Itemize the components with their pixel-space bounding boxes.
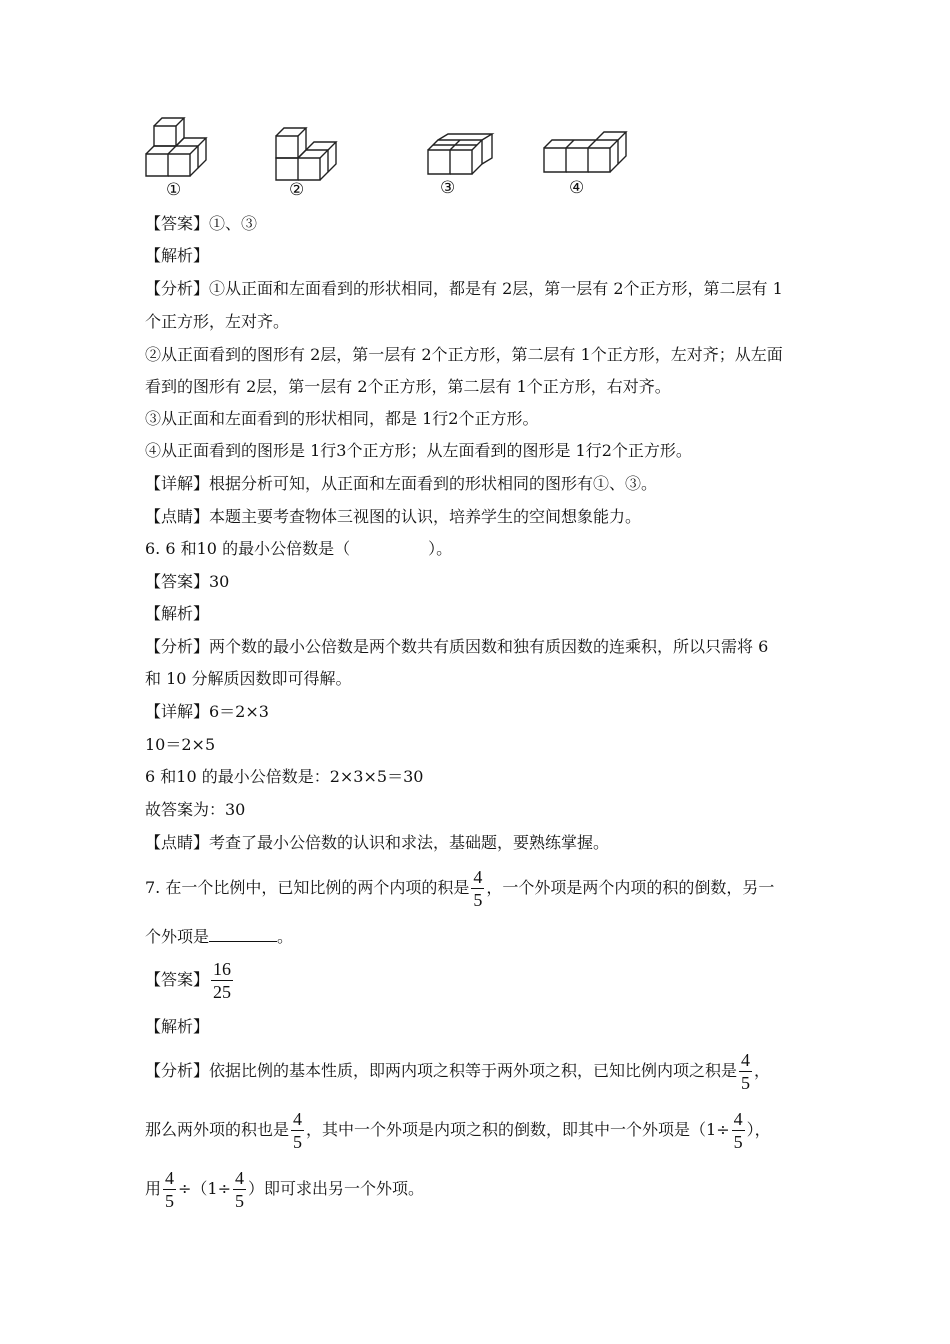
q7-answer-fraction bbox=[211, 958, 233, 1003]
q7-answer-label: 【答案】 bbox=[145, 970, 210, 989]
q7-fraction bbox=[471, 866, 484, 911]
q7-analysis-3c: ）即可求出另一个外项。 bbox=[248, 1179, 425, 1198]
fraction-numerator: 4 bbox=[293, 1109, 303, 1129]
q6-analysis-b: 和 10 分解质因数即可得解。 bbox=[145, 669, 352, 688]
q7-analysis-fraction-3 bbox=[732, 1108, 745, 1153]
q7-question-a: 7. 在一个比例中，已知比例的两个内项的积是 bbox=[145, 878, 470, 897]
q6-comment: 【点睛】考查了最小公倍数的认识和求法，基础题，要熟练掌握。 bbox=[145, 833, 610, 852]
q6-question-post: ）。 bbox=[428, 539, 453, 558]
fraction-numerator: 4 bbox=[741, 1050, 751, 1070]
cube-figure-1 bbox=[140, 112, 220, 178]
fraction-denominator: 5 bbox=[733, 1132, 743, 1152]
q7-analysis-fraction-4 bbox=[163, 1167, 176, 1212]
fraction-denominator: 5 bbox=[235, 1191, 245, 1211]
q7-analysis-2c: ）， bbox=[746, 1120, 771, 1139]
q5-analysis-2b: 看到的图形有 2层，第一层有 2个正方形，第二层有 1个正方形，右对齐。 bbox=[145, 377, 671, 396]
fraction-numerator: 4 bbox=[165, 1168, 175, 1188]
q5-analysis-4: ④从正面看到的图形是 1行3个正方形；从左面看到的图形是 1行2个正方形。 bbox=[145, 441, 692, 460]
fraction-numerator: 16 bbox=[213, 959, 232, 979]
q7-question-line1 bbox=[145, 866, 774, 911]
answer-blank bbox=[209, 925, 277, 942]
q7-analysis-line2 bbox=[145, 1108, 771, 1153]
q7-analysis-line1 bbox=[145, 1049, 770, 1094]
q7-analysis-3a: 用 bbox=[145, 1179, 162, 1198]
fraction-denominator: 5 bbox=[473, 890, 483, 910]
q7-question-b: ，一个外项是两个内项的积的倒数，另一 bbox=[486, 878, 775, 897]
fraction-denominator: 5 bbox=[165, 1191, 175, 1211]
q6-detail-4: 故答案为：30 bbox=[145, 800, 246, 819]
q5-analysis-3: ③从正面和左面看到的形状相同，都是 1行2个正方形。 bbox=[145, 409, 539, 428]
q7-analysis-1b: ， bbox=[754, 1061, 771, 1080]
fraction-numerator: 4 bbox=[473, 867, 483, 887]
q7-analysis-2a: 那么两外项的积也是 bbox=[145, 1120, 290, 1139]
q5-analysis-1b: 个正方形，左对齐。 bbox=[145, 312, 290, 331]
q7-question-c: 个外项是 bbox=[145, 927, 210, 946]
cube-figure-4 bbox=[540, 128, 632, 178]
q7-analysis-fraction-2 bbox=[291, 1108, 304, 1153]
fraction-denominator: 5 bbox=[293, 1132, 303, 1152]
q7-analysis-2b: ，其中一个外项是内项之积的倒数，即其中一个外项是（1÷ bbox=[306, 1120, 730, 1139]
q6-answer: 【答案】30 bbox=[145, 572, 230, 591]
q6-detail-2: 10＝2×5 bbox=[145, 735, 216, 754]
q5-comment: 【点睛】本题主要考查物体三视图的认识，培养学生的空间想象能力。 bbox=[145, 507, 642, 526]
q6-question-pre: 6. 6 和10 的最小公倍数是（ bbox=[145, 539, 351, 558]
figure-label-1: ① bbox=[166, 180, 182, 200]
cube-figure-3 bbox=[424, 132, 496, 178]
q5-answer: 【答案】①、③ bbox=[145, 214, 258, 233]
q5-detail: 【详解】根据分析可知，从正面和左面看到的形状相同的图形有①、③。 bbox=[145, 474, 658, 493]
figure-label-2: ② bbox=[289, 180, 305, 200]
fraction-denominator: 5 bbox=[741, 1073, 751, 1093]
q7-analysis-fraction-5 bbox=[233, 1167, 246, 1212]
q7-question-d: 。 bbox=[277, 927, 294, 946]
q7-analysis-fraction-1 bbox=[739, 1049, 752, 1094]
fraction-numerator: 4 bbox=[733, 1109, 743, 1129]
q6-analysis-a: 【分析】两个数的最小公倍数是两个数共有质因数和独有质因数的连乘积，所以只需将 6 bbox=[145, 637, 769, 656]
q6-detail-1: 【详解】6＝2×3 bbox=[145, 702, 269, 721]
q7-analysis-1a: 【分析】依据比例的基本性质，即两内项之积等于两外项之积，已知比例内项之积是 bbox=[145, 1061, 738, 1080]
q6-detail-3: 6 和10 的最小公倍数是：2×3×5＝30 bbox=[145, 767, 424, 786]
cube-figure-2 bbox=[272, 120, 347, 182]
q5-jiexi: 【解析】 bbox=[145, 246, 210, 265]
q7-question-line2 bbox=[145, 925, 293, 947]
q7-analysis-line3 bbox=[145, 1167, 424, 1212]
q7-jiexi: 【解析】 bbox=[145, 1017, 210, 1036]
fraction-denominator: 25 bbox=[213, 982, 232, 1002]
fraction-numerator: 4 bbox=[235, 1168, 245, 1188]
q6-jiexi: 【解析】 bbox=[145, 604, 210, 623]
q5-analysis-2a: ②从正面看到的图形有 2层，第一层有 2个正方形，第二层有 1个正方形，左对齐；从左面 bbox=[145, 345, 783, 364]
figure-label-3: ③ bbox=[440, 178, 456, 198]
q5-analysis-1a: 【分析】①从正面和左面看到的形状相同，都是有 2层，第一层有 2个正方形，第二层有 1 bbox=[145, 279, 783, 298]
figure-label-4: ④ bbox=[569, 178, 585, 198]
q7-analysis-3b: ÷（1÷ bbox=[178, 1179, 232, 1198]
q6-question bbox=[145, 539, 452, 559]
q7-answer bbox=[145, 958, 235, 1003]
